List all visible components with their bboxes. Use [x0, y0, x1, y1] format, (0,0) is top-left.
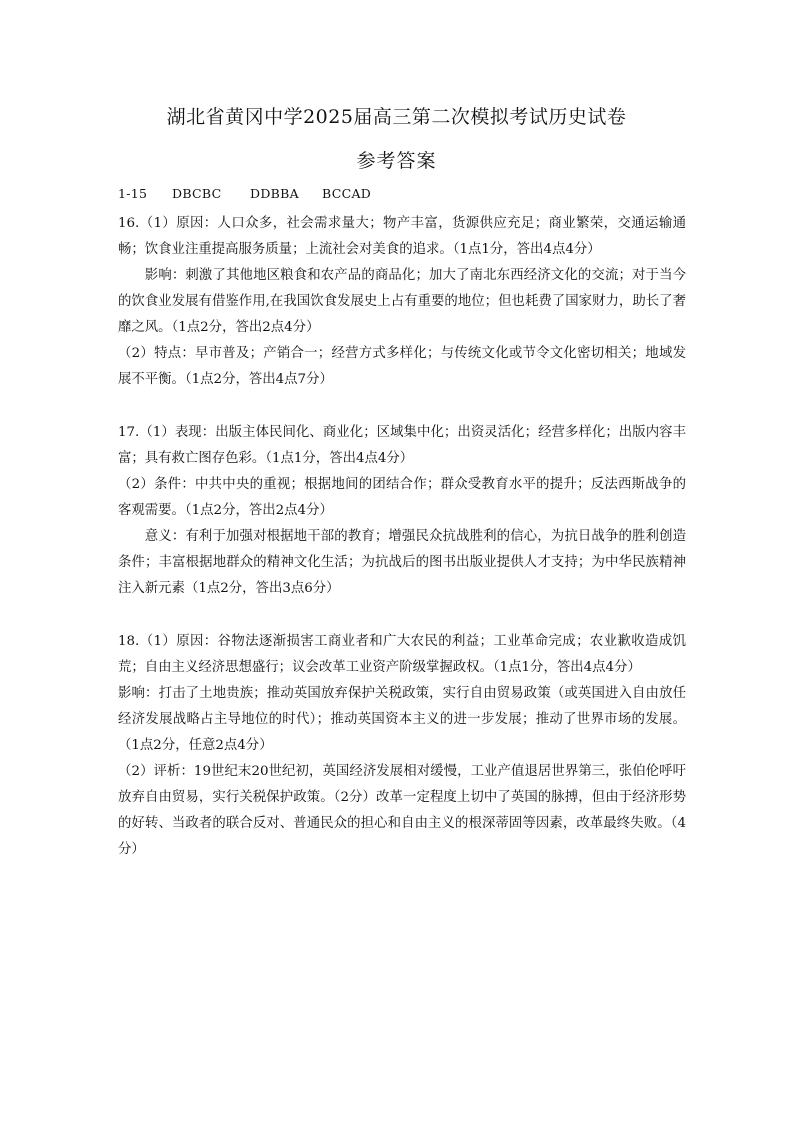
choice-range: 1-15: [118, 186, 148, 201]
choice-group-2: DDBBA: [250, 186, 299, 201]
q18-part2-evaluation: （2）评析：19世纪末20世纪初，英国经济发展相对缓慢，工业产值退居世界第三，张伯伦呼吁放弃自由贸易，实行关税保护政策。（2分）改革一定程度上切中了英国的脉搏，但由于经济形势的好转、当政者的联合反对、普通民众的担心和自由主义的根深蒂固等因素，改革最终失败。（4分）: [118, 764, 686, 857]
section-gap: [118, 602, 686, 629]
q16-part1-impact: 影响：刺激了其他地区粮食和农产品的商品化；加大了南北东西经济文化的交流；对于当今的饮食业发展有借鉴作用,在我国饮食发展史上占有重要的地位；但也耗费了国家财力，助长了奢靡之风。（1点2分，答出2点4分）: [118, 268, 686, 335]
section-gap: [118, 393, 686, 420]
q17-part2-conditions: （2）条件：中共中央的重视；根据地间的团结合作；群众受教育水平的提升；反法西斯战争的客观需要。（1点2分，答出2点4分）: [118, 477, 686, 518]
choice-group-3: BCCAD: [322, 186, 372, 201]
choice-group-1: DBCBC: [172, 186, 222, 201]
q18-part1-impact: 影响：打击了土地贵族；推动英国放弃保护关税政策，实行自由贸易政策（或英国进入自由放任经济发展战略占主导地位的时代）；推动英国资本主义的进一步发展；推动了世界市场的发展。（1点2分，任意2点4分）: [118, 686, 686, 753]
q17-part1-performance: 17.（1）表现：出版主体民间化、商业化；区域集中化；出资灵活化；经营多样化；出版内容丰富；具有救亡图存色彩。（1点1分，答出4点4分）: [118, 425, 686, 466]
q18-part1-reasons: 18.（1）原因：谷物法逐渐损害工商业者和广大农民的利益；工业革命完成；农业歉收造成饥荒；自由主义经济思想盛行；议会改革工业资产阶级掌握政权。（1点1分，答出4点4分）: [118, 634, 686, 675]
page-title: 湖北省黄冈中学2025届高三第二次模拟考试历史试卷: [166, 106, 627, 128]
answer-content: [118, 184, 686, 863]
choice-answers: [118, 184, 686, 204]
page-subtitle: 参考答案: [356, 150, 437, 172]
q17-part2-significance: 意义：有利于加强对根据地干部的教育；增强民众抗战胜利的信心，为抗日战争的胜利创造条件；丰富根据地群众的精神文化生活；为抗战后的图书出版业提供人才支持；为中华民族精神注入新元素（1点2分，答出3点6分）: [118, 529, 686, 596]
q16-part1-reasons: 16.（1）原因：人口众多，社会需求量大；物产丰富，货源供应充足；商业繁荣，交通运输通畅；饮食业注重提高服务质量；上流社会对美食的追求。（1点1分，答出4点4分）: [118, 216, 686, 257]
q16-part2-features: （2）特点：早市普及；产销合一；经营方式多样化；与传统文化或节令文化密切相关；地域发展不平衡。（1点2分，答出4点7分）: [118, 346, 686, 387]
